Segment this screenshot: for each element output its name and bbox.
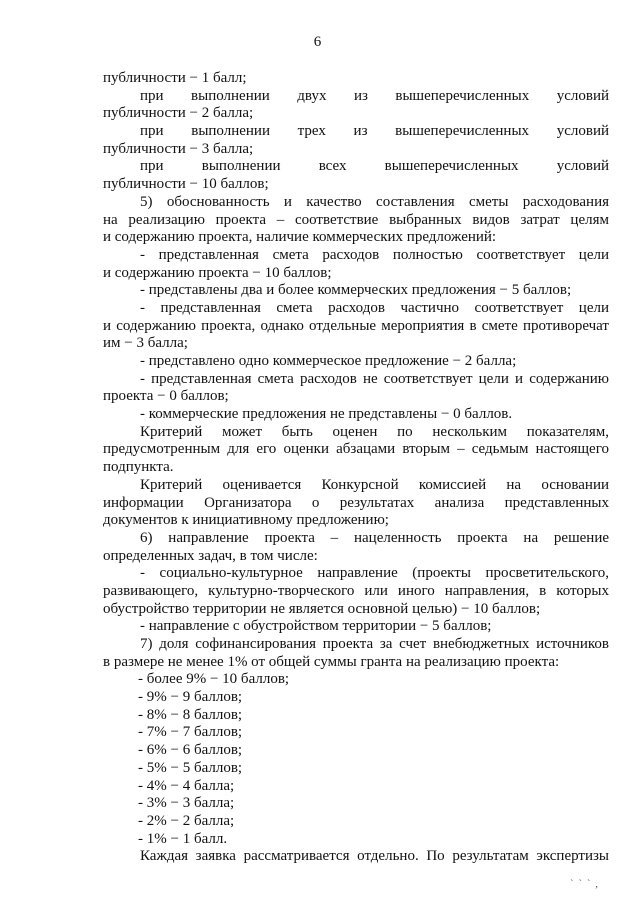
text-line: Каждая заявка рассматривается отдельно. По результатам экспертизы (140, 848, 609, 865)
text-line: - 4% − 4 балла; (138, 777, 235, 794)
text-line: - 8% − 8 баллов; (138, 706, 243, 723)
text-line: - 1% − 1 балл. (138, 830, 228, 847)
corner-mark: ` ` ` , (570, 878, 599, 890)
text-line: и содержанию проекта, однако отдельные мероприятия в смете противоречат (103, 317, 609, 334)
text-line: публичности − 2 балла; (103, 105, 254, 122)
text-line: - 6% − 6 баллов; (138, 742, 243, 759)
text-line: - социально-культурное направление (проекты просветительского, (140, 565, 609, 582)
text-line: 6) направление проекта – нацеленность проекта на решение (140, 529, 609, 546)
page-number: 6 (313, 34, 322, 50)
text-line: при выполнении двух из вышеперечисленных условий (140, 87, 609, 104)
text-line: подпункта. (103, 459, 174, 476)
text-line: и содержанию проекта − 10 баллов; (103, 264, 332, 281)
text-line: - 2% − 2 балла; (138, 812, 235, 829)
text-line: публичности − 1 балл; (103, 70, 247, 86)
text-line: Критерий оценивается Конкурсной комиссией на основании (140, 476, 609, 493)
text-line: - направление с обустройством территории − 5 баллов; (140, 618, 492, 635)
text-line: документов к инициативному предложению; (103, 512, 389, 529)
text-line: - представленная смета расходов частично соответствует цели (140, 299, 609, 316)
text-line: - представленная смета расходов не соответствует цели и содержанию (140, 370, 609, 387)
text-line: обустройство территории не является основной целью) − 10 баллов; (103, 600, 541, 617)
text-line: - 9% − 9 баллов; (138, 689, 243, 706)
text-line: публичности − 3 балла; (103, 140, 254, 157)
text-line: информации Организатора о результатах анализа представленных (103, 494, 609, 511)
text-line: на реализацию проекта – соответствие выбранных видов затрат целям (103, 211, 609, 228)
text-line: и содержанию проекта, наличие коммерческих предложений: (103, 229, 497, 246)
text-line: публичности − 10 баллов; (103, 176, 269, 193)
text-line: при выполнении всех вышеперечисленных условий (140, 158, 609, 175)
text-line: Критерий может быть оценен по нескольким показателям, (140, 423, 609, 440)
text-line: в размере не менее 1% от общей суммы гранта на реализацию проекта: (103, 653, 560, 670)
text-line: - более 9% − 10 баллов; (138, 671, 290, 688)
text-line: - представлены два и более коммерческих предложения − 5 баллов; (140, 282, 572, 299)
text-line: 5) обоснованность и качество составления сметы расходования (140, 193, 609, 210)
text-line: проекта − 0 баллов; (103, 388, 229, 405)
text-line: определенных задач, в том числе: (103, 547, 318, 564)
document-body (103, 70, 609, 866)
text-line: развивающего, культурно-творческого или иного направления, в которых (103, 582, 609, 599)
text-line: - 7% − 7 баллов; (138, 724, 243, 741)
text-line: при выполнении трех из вышеперечисленных условий (140, 123, 609, 140)
text-line: - коммерческие предложения не представлены − 0 баллов. (140, 406, 513, 423)
text-line: им − 3 балла; (103, 335, 188, 352)
text-line: предусмотренным для его оценки абзацами вторым – седьмым настоящего (103, 441, 609, 458)
text-line: 7) доля софинансирования проекта за счет внебюджетных источников (140, 636, 609, 652)
text-line: - 5% − 5 баллов; (138, 759, 243, 776)
text-line: - 3% − 3 балла; (138, 795, 235, 812)
text-line: - представленная смета расходов полностью соответствует цели (140, 246, 609, 263)
text-line: - представлено одно коммерческое предложение − 2 балла; (140, 353, 517, 369)
